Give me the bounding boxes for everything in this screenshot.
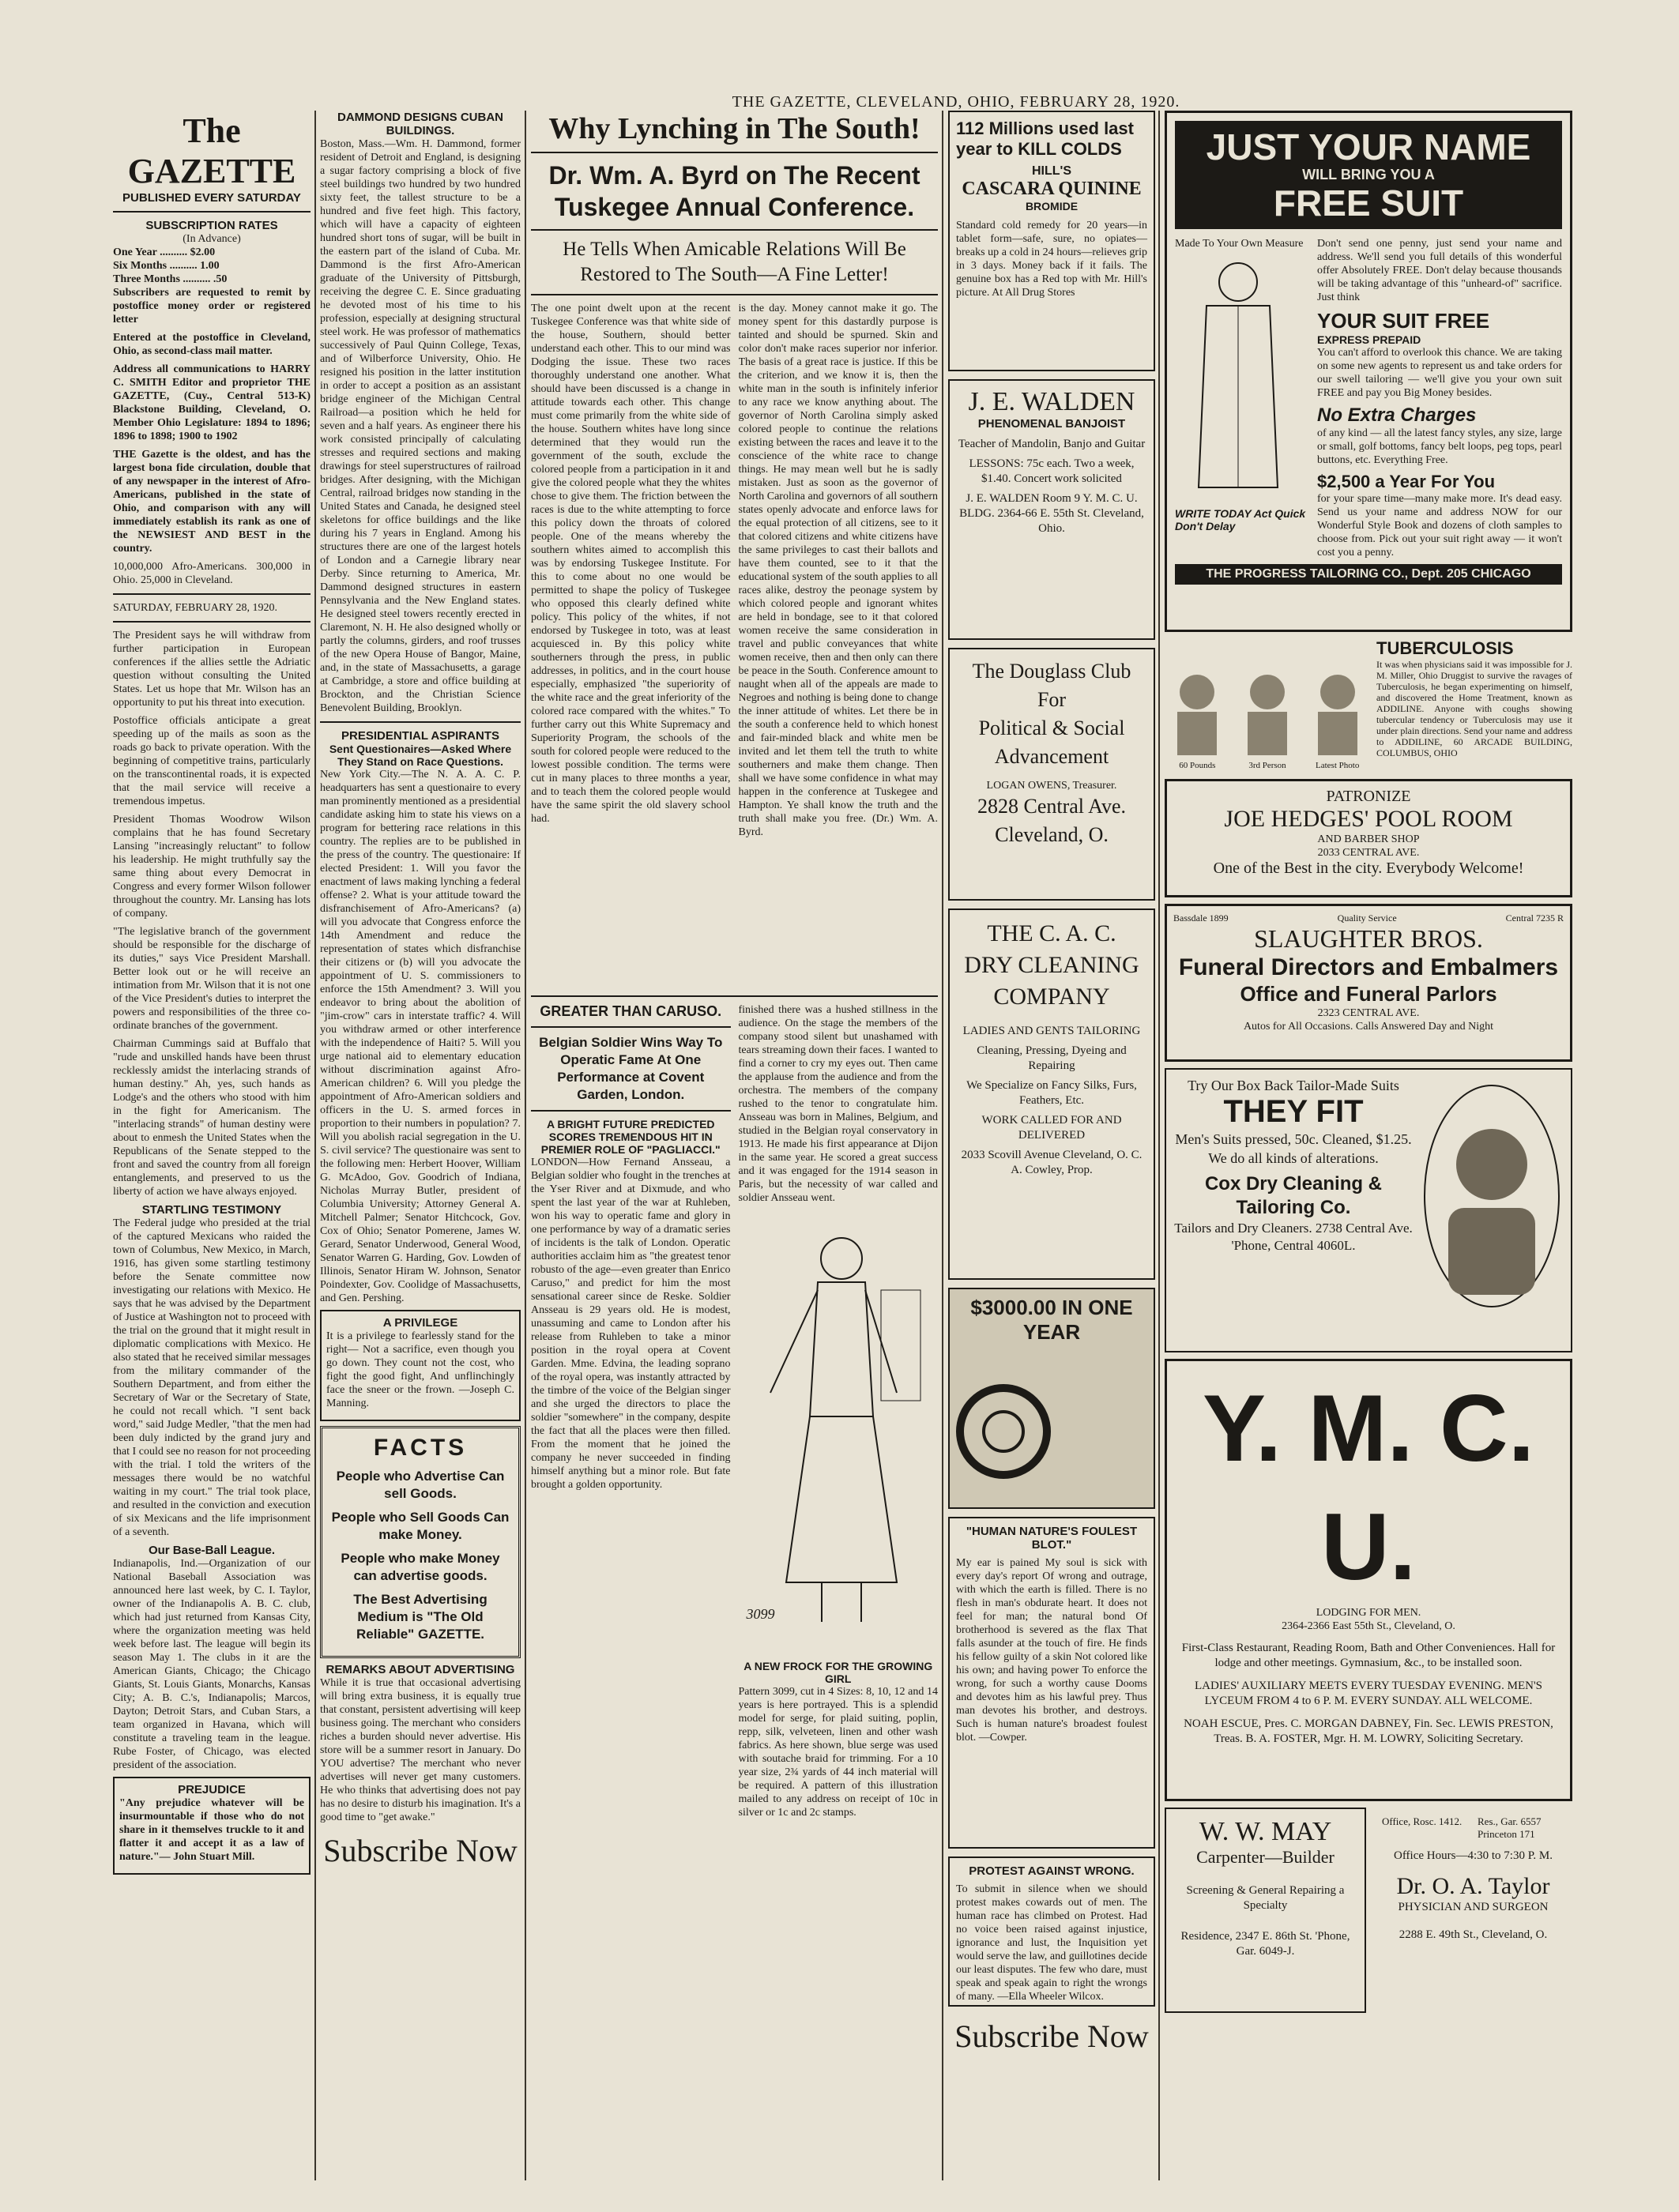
- column-ads-1: [948, 111, 1155, 2180]
- masthead: THE GAZETTE, CLEVELAND, OHIO, FEBRUARY 28, 1920.: [732, 93, 1180, 111]
- suit-h2: WILL BRING YOU A: [1302, 167, 1435, 182]
- subhead: Dr. Wm. A. Byrd on The Recent Tuskegee Annual Conference.: [548, 161, 920, 221]
- hills-sub: BROMIDE: [1025, 200, 1079, 213]
- suit-text3: of any kind — all the latest fancy styles, any size, large or small, golf bottoms, fancy belt loops, peg tops, pearl buttons, etc. Everything Free.: [1317, 427, 1562, 466]
- free-suit-banner: [1175, 121, 1562, 229]
- column-rule: [525, 111, 526, 2180]
- suit-write: WRITE TODAY Act Quick Don't Delay: [1175, 507, 1306, 532]
- poem-text: My ear is pained My soul is sick with every day's report Of wrong and outrage, with which the earth is filled. There is no flesh in man's obdurate heart. It does not feel for man; the natural bond Of brotherhood is severed as the flax That falls asunder at the touch of fire. He finds his fellow guilty of a skin Not colored like his own; and having power To enforce the wrong, for such a worthy cause Dooms and devotes him as his lawful prey. Thus man devotes his brother, and destroys. Such is human nature's broadest foulest blot. —Cowper.: [956, 1557, 1147, 1744]
- may-address: Residence, 2347 E. 86th St. 'Phone, Gar. 6049-J.: [1180, 1930, 1350, 1958]
- cac-sub: LADIES AND GENTS TAILORING: [962, 1025, 1141, 1037]
- caruso-section: [531, 1003, 938, 2022]
- facts-item: People who Sell Goods Can make Money.: [331, 1510, 510, 1542]
- walden-name: J. E. WALDEN: [968, 387, 1135, 416]
- bright-heading: A BRIGHT FUTURE PREDICTED: [546, 1118, 715, 1130]
- subscribe-now: Subscribe Now: [954, 2018, 1149, 2054]
- slaughter-autos: Autos for All Occasions. Calls Answered Day and Night: [1243, 1021, 1494, 1033]
- paper-subtitle: PUBLISHED EVERY SATURDAY: [122, 191, 301, 205]
- rates-note: Subscribers are requested to remit by postoffice money order or registered letter: [113, 287, 311, 325]
- subscribe-now: Subscribe Now: [323, 1833, 518, 1868]
- facts-heading: FACTS: [373, 1435, 468, 1461]
- dammond-text: Boston, Mass.—Wm. H. Dammond, former resident of Detroit and England, is designing a sugar factory comprising a block of five steel buildings two hundred by two hundred sixty feet, the tallest structure to be a hundred and five feet high. This factory, which will have a capacity of eighteen hundred short tons of sugar, will be built in the eastern part of the island of Cuba. Mr. Dammond is the first Afro-American graduate of the University of Pittsburgh, receiving the degree C. E. Since graduating he devoted most of his time to his profession, especially at designing structural steel work. He was professor of mathematics successively of Paul Quinn College, Texas, and of Wilberforce University, Ohio. He resigned his position in the latter institution in order to accept a position as an assistant bridge engineer of the Michigan Central Railroad—a position which he held for seven and a half years. As engineer there his work consisted principally of calculating stresses and required sections and making drawings for steel superstructures of railroad bridges. After designing, with the Michigan Central, railroad bridges now standing in the United States and Canada, he designed steel skeletons for office buildings and the like during his 7 years in England. Among his structures there are one of the largest hotels of London and a Carnegie library near Derby. Since returning to America, Mr. Dammond designed structures in eastern Pennsylvania and the New England states. He designed steel towers recently erected in Claremont, N. H. He also designed wholly or partly the columns, girders, and roof trusses of the new Opera House of Bangor, Maine, and, in the state of Massachusetts, a garage at Cambridge, a store and office building at Brockton, and the Christian Science Benevolent Building, Brooklyn.: [320, 138, 521, 714]
- rates-heading: SUBSCRIPTION RATES: [145, 219, 278, 232]
- editorial-paragraph: President Thomas Woodrow Wilson complains that he has found Secretary Lansing "increasingly reluctant" to follow his leadership. He might truthfully say the same thing about every Democrat in Congress and every former Wilson follower throughout the country. Mr. Lansing has lots of company.: [113, 814, 311, 920]
- privilege-poem: It is a privilege to fearlessly stand for the right— Not a sacrifice, even though you go down. They count not the cost, who fight the good fight, And unflinchingly face the sneer or the frown. —Joseph C. Manning.: [326, 1330, 514, 1409]
- ymcu-officers: NOAH ESCUE, Pres. C. MORGAN DABNEY, Fin. Sec. LEWIS PRESTON, Treas. B. A. FOSTER, Mgr. H. M. LOWRY, Soliciting Secretary.: [1184, 1717, 1553, 1745]
- ymcu-sub: LODGING FOR MEN.: [1316, 1607, 1421, 1619]
- cac-line: DRY CLEANING: [964, 952, 1139, 978]
- testimony-text: The Federal judge who presided at the trial of the captured Mexicans who raided the town of Columbus, New Mexico, in March, 1916, has given some startling testimony before the Senate committee now investigating our relations with Mexico. He says that he was advised by the Department of Justice at Washington not to proceed with the trial on the ground that it might result in diplomatic complications with Mexico. He also stated that he received similar messages from the military commander of the Southern Department, and from either the Secretary of War or the Secretary of State, he could not recall which. "I sent back word," said Judge Medler, "that the men had been duly indicted by the grand jury and that I could see no reason for not proceeding with the trial. I told the writers of the messages there would be no watchful waiting in my court." The trial took place, and resulted in the conviction and execution of six Mexicans and the life imprisonment of a seventh.: [113, 1217, 311, 1538]
- cac-address: 2033 Scovill Avenue Cleveland, O. C. A. Cowley, Prop.: [961, 1149, 1143, 1176]
- tb-photos: [1165, 638, 1370, 773]
- girl-frock-icon: [739, 1211, 928, 1638]
- hills-name: HILL'S: [1031, 164, 1072, 178]
- prejudice-box: [113, 1777, 311, 1875]
- caruso-column: [531, 1003, 731, 2022]
- cox-address: Tailors and Dry Cleaners. 2738 Central Ave. 'Phone, Central 4060L.: [1174, 1221, 1413, 1253]
- rate-row: Six Months .......... 1.00: [113, 260, 220, 272]
- hedges-name: JOE HEDGES' POOL ROOM: [1224, 806, 1513, 832]
- column-news: [320, 111, 521, 2180]
- suit-made: Made To Your Own Measure: [1175, 238, 1304, 250]
- aspirants-subheading: Sent Questionaires—Asked Where They Stand on Race Questions.: [329, 743, 512, 768]
- slaughter-ad: [1165, 904, 1572, 1062]
- year-ad: [948, 1288, 1155, 1509]
- rate-row: Three Months .......... .50: [113, 273, 228, 285]
- hedges-heading: PATRONIZE: [1326, 788, 1411, 805]
- facts-item: People who make Money can advertise goods.: [341, 1551, 500, 1583]
- douglass-city: Cleveland, O.: [995, 823, 1109, 846]
- ymcu-title: Y. M. C. U.: [1202, 1375, 1535, 1600]
- protest-box: [948, 1856, 1155, 2007]
- frock-illustration: [739, 1211, 939, 1653]
- column-editorial: [113, 111, 311, 2180]
- editorial-paragraph: Chairman Cummings said at Buffalo that "rude and unskilled hands have been thrust recklessly amidst the interlacing strands of human destiny." Ah, yes, such hands as Lodge's and the others who stood with him in the fight for Americanism. The "interlacing strands" of human destiny were about to enmesh the United States when the Republicans of the Senate stepped to the front and saved the country from all foreign entanglements, and preserved to us the liberty of action we have always enjoyed.: [113, 1038, 311, 1198]
- tailor-portrait-icon: [1421, 1078, 1563, 1315]
- tb-ad: [1165, 638, 1572, 773]
- suit-express: EXPRESS PREPAID: [1317, 333, 1421, 346]
- free-suit-ad: [1165, 111, 1572, 632]
- walden-ad: [948, 379, 1155, 640]
- protest-heading: PROTEST AGAINST WRONG.: [969, 1864, 1135, 1878]
- baseball-heading: Our Base-Ball League.: [148, 1544, 276, 1557]
- issue-date: SATURDAY, FEBRUARY 28, 1920.: [113, 602, 277, 614]
- column-feature: [531, 111, 938, 2180]
- deck: He Tells When Amicable Relations Will Be Restored to The South—A Fine Letter!: [563, 239, 906, 285]
- douglass-club-ad: [948, 648, 1155, 901]
- man-portrait-icon: [1240, 660, 1295, 755]
- walden-text: Teacher of Mandolin, Banjo and Guitar: [958, 438, 1146, 450]
- cac-specialty: We Specialize on Fancy Silks, Furs, Feathers, Etc.: [966, 1079, 1137, 1107]
- man-in-suit-icon: [1175, 250, 1301, 503]
- slaughter-phone-left: Bassdale 1899: [1173, 912, 1229, 924]
- cox-name: Cox Dry Cleaning & Tailoring Co.: [1204, 1173, 1383, 1218]
- douglass-line: For: [1037, 688, 1067, 711]
- hedges-sub: AND BARBER SHOP: [1317, 833, 1420, 845]
- cox-ad: [1165, 1068, 1572, 1352]
- headline: Why Lynching in The South!: [531, 111, 938, 153]
- taylor-office-phone: Office, Rosc. 1412.: [1382, 1815, 1463, 1827]
- article-column: is the day. Money cannot make it go. The money spent for this dastardly purpose is tainted and should be spurned. Skin and color don't make races superior nor inferior. The basis of a great race is justice. If this be the criterion, and we know it is, then the white man in the south is infinitely inferior to any race we know anything about. The governor of North Carolina simply asked colored people to continue the relations existing between the races and leave it to the conscience of the white race to change things. He may mean well but he is sadly mistaken. Just as soon as the governor of North Carolina and governors of all southern states openly advocate and enforce laws for the equal protection of all citizens, see to it that colored citizens and white citizens have the same privileges to cast their ballots and have them counted, see to it that the educational system of the south applies to all races alike, destroy the peonage system by which colored people and ignorant whites are held in bondage, see to it that colored women receive the same consideration in travel and public conveyances that white women receive, then and then only can there be peace in the South. Conference amount to naught when all of the appeals are made to Negroes and nothing is being done to change the inner attitude of whites. Let there be in the south a conference held to which honest and fair-minded black and white men be invited and let them tell the truth to white southerners and make them change. Then shall we have some confidence in what may happen in the conference at Tuskegee and Hampton. Ye shall know the truth and the truth shall make you free. (Dr.) Wm. A. Byrd.: [738, 303, 938, 838]
- column-rule: [1158, 111, 1160, 2180]
- facts-item: People who Advertise Can sell Goods.: [336, 1469, 505, 1501]
- slaughter-address: 2323 CENTRAL AVE.: [1317, 1007, 1420, 1019]
- prejudice-quote: "Any prejudice whatever will be insurmountable if those who do not share in it themselves truckle to it and flatter it and accept it as a law of nature."— John Stuart Mill.: [119, 1797, 304, 1863]
- editorial-paragraph: The President says he will withdraw from further participation in European conferences if the allies settle the Adriatic question without consulting the United States. Let us hope that Mr. Wilson has an opportunity to put his threat into execution.: [113, 630, 311, 709]
- suit-text: Don't send one penny, just send your name and address. We'll send you full details of this wonderful offer Absolutely FREE. Don't delay because thousands will be taking advantage of this "unheard-of" sacrifice. Just think: [1317, 238, 1562, 303]
- taylor-hours: Office Hours—4:30 to 7:30 P. M.: [1394, 1849, 1553, 1862]
- pattern-number: 3099: [746, 1606, 775, 1622]
- hedges-ad: [1165, 779, 1572, 897]
- remarks-heading: REMARKS ABOUT ADVERTISING: [326, 1663, 515, 1676]
- walden-address: J. E. WALDEN Room 9 Y. M. C. U. BLDG. 2364-66 E. 55th St. Cleveland, Ohio.: [959, 492, 1144, 535]
- tire-icon: [956, 1352, 1051, 1509]
- hills-brand: CASCARA QUININE: [962, 179, 1142, 199]
- cac-line: COMPANY: [993, 984, 1110, 1010]
- may-text: Screening & General Repairing a Specialty: [1186, 1884, 1345, 1912]
- hills-ad: [948, 111, 1155, 371]
- column-ads-2: [1165, 111, 1572, 2180]
- suit-h1: JUST YOUR NAME: [1206, 126, 1531, 167]
- address-block: Address all communications to HARRY C. SMITH Editor and proprietor THE GAZETTE, (Cuy., Central 513-K) Blackstone Building, Cleveland, O. Member Ohio Legislature: 1894 to 1896; 1896 to 1898; 1900 to 1902: [113, 363, 311, 442]
- taylor-address: 2288 E. 49th St., Cleveland, O.: [1399, 1928, 1548, 1941]
- hills-text: Standard cold remedy for 20 years—in tablet form—safe, sure, no opiates—breaks up a cold in 24 hours—relieves grip in 3 days. Money back if it fails. The genuine box has a Red top with Mr. Hill's picture. At All Drug Stores: [956, 220, 1147, 299]
- cac-line: THE C. A. C.: [987, 920, 1116, 946]
- suit-text2: You can't afford to overlook this chance. We are taking on some new agents to represent us and take orders for our swell tailoring — we'll give you your own suit FREE and pay you Big Money besides.: [1317, 347, 1562, 399]
- column-rule: [314, 111, 316, 2180]
- suit-extra: No Extra Charges: [1317, 404, 1477, 426]
- year-heading: $3000.00 IN ONE YEAR: [970, 1296, 1133, 1344]
- poem-heading: "HUMAN NATURE'S FOULEST BLOT.": [966, 1525, 1138, 1552]
- frock-heading: A NEW FROCK FOR THE GROWING GIRL: [744, 1660, 933, 1685]
- douglass-line: The Douglass Club: [972, 660, 1131, 683]
- douglass-address: 2828 Central Ave.: [977, 795, 1126, 818]
- taylor-res-phone: Res., Gar. 6557 Princeton 171: [1478, 1815, 1542, 1840]
- rate-row: One Year .......... $2.00: [113, 246, 216, 258]
- entered-note: Entered at the postoffice in Cleveland, Ohio, as second-class mail matter.: [113, 332, 311, 357]
- suit-yours: YOUR SUIT FREE: [1317, 309, 1490, 333]
- man-portrait-icon: [1169, 660, 1225, 755]
- poem-box: [948, 1517, 1155, 1849]
- douglass-line: Advancement: [994, 745, 1109, 768]
- privilege-heading: A PRIVILEGE: [382, 1316, 458, 1330]
- prejudice-heading: PREJUDICE: [178, 1783, 246, 1796]
- circulation-note: THE Gazette is the oldest, and has the largest bona fide circulation, double that of any newspaper in the interest of Afro-Americans, published in the state of Ohio, and comparison with any will immediately establish its rank as one of the NEWSIEST AND BEST in the country.: [113, 449, 311, 555]
- facts-box: [320, 1426, 521, 1658]
- facts-item: The Best Advertising Medium is "The Old Reliable" GAZETTE.: [353, 1592, 488, 1642]
- suit-h3: FREE SUIT: [1273, 182, 1464, 224]
- taylor-ad: [1374, 1808, 1572, 2013]
- article-column: The one point dwelt upon at the recent Tuskegee Conference was that white side of the house, Southern, should better understand each other. This to our mind was Dodging the issue. These two races thoroughly understand one another. What should have been discussed is a change in attitude towards each other. This change must come primarily from the white side of the house. Southern whites have long since determined that they would run the government of the south, exclude the colored people from a participation in it and give the colored people what they the whites chose to give them. The friction between the races is due to the white attempting to force this policy down the throats of colored people. One of the means whereby the southern whites aimed to accomplish this was by endorsing Tuskegee Institute. For this to come about no one would be permitted to shape the policy of Tuskegee who opposed this clearly defined white policy. This policy of the whites, if not endorsed by Tuskegee in toto, was at least acquiesced in. By this policy white southerners through the press, in public addresses, in politics, and in the court house especially, emphasized "the superiority of the white race and the great inferiority of the colored race compared with the whites." To further carry out this White Supremacy and Superiority Program, the schools of the south for colored people were reduced to the lowest possible condition. The terms were cut in many places to three months a year, and to teach them the colored people would have the same spirit the old slavery school had.: [531, 303, 731, 825]
- ymcu-auxiliary: LADIES' AUXILIARY MEETS EVERY TUESDAY EVENING. MEN'S LYCEUM FROM 4 to 6 P. M. EVERY SUNDAY. ALL WELCOME.: [1195, 1680, 1542, 1707]
- slaughter-title: Funeral Directors and Embalmers: [1178, 954, 1559, 980]
- slaughter-office: Office and Funeral Parlors: [1240, 982, 1497, 1006]
- column-rule: [942, 111, 943, 2180]
- tb-text: It was when physicians said it was impossible for J. M. Miller, Ohio Druggist to survive the ravages of Tuberculosis, he began experimenting on himself, and discovered the Home Treatment, known as ADDILINE. Anyone with coughs showing tubercular tendency or Tuberculosis may use it under plain directions. Send your name and address to ADDILINE, 60 ARCADE BUILDING, COLUMBUS, OHIO: [1376, 659, 1572, 758]
- may-name: W. W. MAY: [1199, 1817, 1332, 1846]
- ymcu-ad: [1165, 1359, 1572, 1801]
- cox-text: Men's Suits pressed, 50c. Cleaned, $1.25. We do all kinds of alterations.: [1175, 1131, 1412, 1166]
- may-sub: Carpenter—Builder: [1196, 1847, 1335, 1867]
- dammond-heading: DAMMOND DESIGNS CUBAN BUILDINGS.: [337, 111, 503, 137]
- tb-label: 3rd Person: [1248, 761, 1286, 770]
- testimony-heading: STARTLING TESTIMONY: [141, 1203, 282, 1217]
- editorial-paragraph: "The legislative branch of the government should be responsible for the discharge of its duties," says Vice President Marshall. Better look out or he will receive an intimation from Mr. Wilson that it is not one of the Vice President's duties to interpret the powers and responsibilities of the three co-ordinate branches of the government.: [113, 926, 311, 1032]
- caruso-heading: GREATER THAN CARUSO.: [540, 1003, 722, 1019]
- remarks-text: While it is true that occasional advertising will bring extra business, it is equally true that constant, persistent advertising will keep business going. The merchant who considers riches a burden should never advertise. His store will be a summer resort in January. Do YOU advertise? The merchant who never advertises will never get many customers. He who thinks that advertising does not pay has no desire to disturb his imagination. It's a good time to "get awake.": [320, 1677, 521, 1823]
- suit-2500: $2,500 a Year For You: [1317, 472, 1496, 491]
- rates-subheading: (In Advance): [183, 233, 241, 245]
- tb-label: Latest Photo: [1316, 761, 1360, 770]
- taylor-name: Dr. O. A. Taylor: [1396, 1873, 1550, 1899]
- hills-top: 112 Millions used last year to KILL COLDS: [956, 118, 1134, 159]
- douglass-treasurer: LOGAN OWENS, Treasurer.: [986, 780, 1117, 792]
- caruso-column-2: [739, 1003, 939, 2022]
- cac-text: Cleaning, Pressing, Dyeing and Repairing: [977, 1044, 1127, 1072]
- slaughter-phone-right: Central 7235 R: [1505, 912, 1564, 924]
- caruso-text: LONDON—How Fernand Ansseau, a Belgian soldier who fought in the trenches at the Yser River and at Dixmude, and who spent the last year of the war at Ruhleben, won his way to operatic fame and glory in one performance by way of a dramatic series of incidents is the talk of London. Operatic authorities acclaim him as "the greatest tenor robusto of the age—even greater than Enrico Caruso," and predict for him the most sensational career since de Reske. Soldier Ansseau is 29 years old. He is modest, unassuming and came to London after his release from Ruhleben to take a minor position in the royal opera at Covent Garden. Mme. Edvina, the leading soprano of the royal opera, was instantly attracted by the timbre of the voice of the Belgian singer and she urged the directors to place the soldier "somewhere" in the company, despite the fact that all the places were then filled. From the moment that he joined the company he never succeeded in finding himself anything but a minor role. But fate brought a golden opportunity.: [531, 1157, 731, 1491]
- frock-text: Pattern 3099, cut in 4 Sizes: 8, 10, 12 and 14 years is here portrayed. This is a splendid model for serge, for plaid suiting, poplin, repp, silk, velveteen, linen and other wash fabrics. As here shown, blue serge was used with soutache braid for trimming. For a 10 year size, 2¾ yards of 44 inch material will be required. A pattern of this illustration mailed to any address on receipt of 10c in silver or 1c and 2c stamps.: [738, 1686, 938, 1819]
- aspirants-text: New York City.—The N. A. A. C. P. headquarters has sent a questionaire to every man prominently mentioned as a presidential candidate asking him to state his views on a program for bettering race relations in this country. The replies are to be published in the press of the country. The questionaire: If elected President: 1. Will you favor the enactment of laws making lynching a federal offense? 2. What is your attitude toward the disfranchisement of Afro-Americans? (a) will you advocate that Congress enforce the 14th Amendment and reduce the representation of states which disfranchise their citizens or (b) will you advocate the appointment of U. S. commissioners to enforce the 15th Amendment? 3. Will you endeavor to bring about the abolition of "jim-crow" cars in interstate traffic? 4. Will you withdraw armed or other interference with the independence of Haiti? 5. Will you urge national aid to elementary education without discrimination against Afro-American children? 6. Will you pledge the appointment of Afro-American soldiers and officers in the U. S. armed forces in proportion to their numbers in population? 7. Will you abolish racial segregation in the U. S. civil service? The questionaire was sent to the following men: Herbert Hoover, William G. McAdoo, Gov. Goodrich of Indiana, Nicholas Murray Butler, president of Columbia University; Attorney General A. Mitchell Palmer; Senator Hitchcock, Gov. Cox of Ohio; Senator Pomerene, James W. Gerard, Senator Underwood, General Wood, Senator Warren G. Harding, Gov. Lowden of Illinois, Senator Hiram W. Johnson, Senator Poindexter, Gov. Coolidge of Massachusetts, and Gen. Pershing.: [320, 769, 521, 1304]
- tb-label: 60 Pounds: [1179, 761, 1216, 770]
- ymcu-address: 2364-2366 East 55th St., Cleveland, O.: [1282, 1620, 1455, 1632]
- suit-company: THE PROGRESS TAILORING CO., Dept. 205 CHICAGO: [1175, 564, 1562, 585]
- ymcu-text: First-Class Restaurant, Reading Room, Bath and Other Conveniences. Hall for lodge and other meetings. Gymnasium, &c., to be installed soon.: [1181, 1642, 1556, 1669]
- cac-work: WORK CALLED FOR AND DELIVERED: [981, 1114, 1122, 1142]
- baseball-text: Indianapolis, Ind.—Organization of our National Baseball Association was announced here last week, by C. I. Taylor, owner of the Indianapolis A. B. C. club, which had just returned from Kansas City, where the organization meeting was held week before last. The league will begin its season May 1. The clubs in it are the American Giants, Chicago; the Chicago Giants, St. Louis Giants, Monarchs, Kansas City; A. B. C.'s, Indianapolis; Marcos, Dayton; Detroit Stars, and Cuban Stars, a team organized in Havana, which will constitute a traveling team in the league. Rube Foster, of Chicago, was elected president of the association.: [113, 1558, 311, 1771]
- walden-lessons: LESSONS: 75c each. Two a week, $1.40. Concert work solicited: [969, 457, 1135, 485]
- cox-fit: THEY FIT: [1223, 1094, 1364, 1129]
- cox-try: Try Our Box Back Tailor-Made Suits: [1188, 1078, 1399, 1093]
- caruso-text-cont: finished there was a hushed stillness in the audience. On the stage the members of the company stood silent but unashamed with tears streaming down their faces. I wanted to find a corner to cry my eyes out. Then came the applause from the audience and from the orchestra. The members of the company rushed to the tenor to congratulate him. Ansseau was born in Malines, Belgium, and studied in the Belgian royal conservatory in 1913. He made his first appearance at Dijon in the same year. He scored a great success and it was engaged for the 1914 season in Paris, but the necessity of war called and soldier Ansseau went.: [738, 1004, 938, 1204]
- scores-heading: SCORES TREMENDOUS HIT IN PREMIER ROLE OF "PAGLIACCI.": [540, 1130, 721, 1156]
- slaughter-quality: Quality Service: [1337, 912, 1397, 924]
- may-ad: [1165, 1808, 1366, 2013]
- hedges-address: 2033 CENTRAL AVE.: [1317, 847, 1420, 859]
- lynching-article: [531, 302, 938, 989]
- walden-sub: PHENOMENAL BANJOIST: [977, 417, 1126, 431]
- taylor-sub: PHYSICIAN AND SURGEON: [1398, 1901, 1549, 1913]
- editorial-paragraph: Postoffice officials anticipate a great speeding up of the mails as soon as the roads go back to private operation. With the beginning of competitive trains, particularly on the transcontinental roads, it is expected that the mail service will receive a tremendous impetus.: [113, 715, 311, 807]
- protest-text: To submit in silence when we should protest makes cowards out of men. The human race has climbed on Protest. Had no voice been raised against injustice, ignorance and lust, the Inquisition yet would serve the law, and guillotines decide our least disputes. The few who dare, must speak and speak again to right the wrongs of many. —Ella Wheeler Wilcox.: [956, 1883, 1147, 2003]
- douglass-line: Political & Social: [978, 717, 1125, 739]
- population-note: 10,000,000 Afro-Americans. 300,000 in Ohio. 25,000 in Cleveland.: [113, 561, 311, 586]
- privilege-box: [320, 1310, 521, 1421]
- paper-title: The GAZETTE: [127, 111, 296, 190]
- suit-text4: for your spare time—many make more. It's dead easy. Send us your name and address NOW for our Wonderful Style Book and dozens of cloth samples to choose from. Pick out your suit right away — it won't cost you a penny.: [1317, 493, 1562, 559]
- hedges-text: One of the Best in the city. Everybody Welcome!: [1213, 860, 1524, 877]
- cac-ad: [948, 908, 1155, 1280]
- bottom-ads: [1165, 1808, 1572, 2013]
- aspirants-heading: PRESIDENTIAL ASPIRANTS: [341, 729, 500, 743]
- slaughter-name: SLAUGHTER BROS.: [1254, 924, 1483, 953]
- man-portrait-icon: [1310, 660, 1365, 755]
- tb-heading: TUBERCULOSIS: [1376, 638, 1514, 658]
- belgian-heading: Belgian Soldier Wins Way To Operatic Fame At One Performance at Covent Garden, London.: [539, 1035, 723, 1102]
